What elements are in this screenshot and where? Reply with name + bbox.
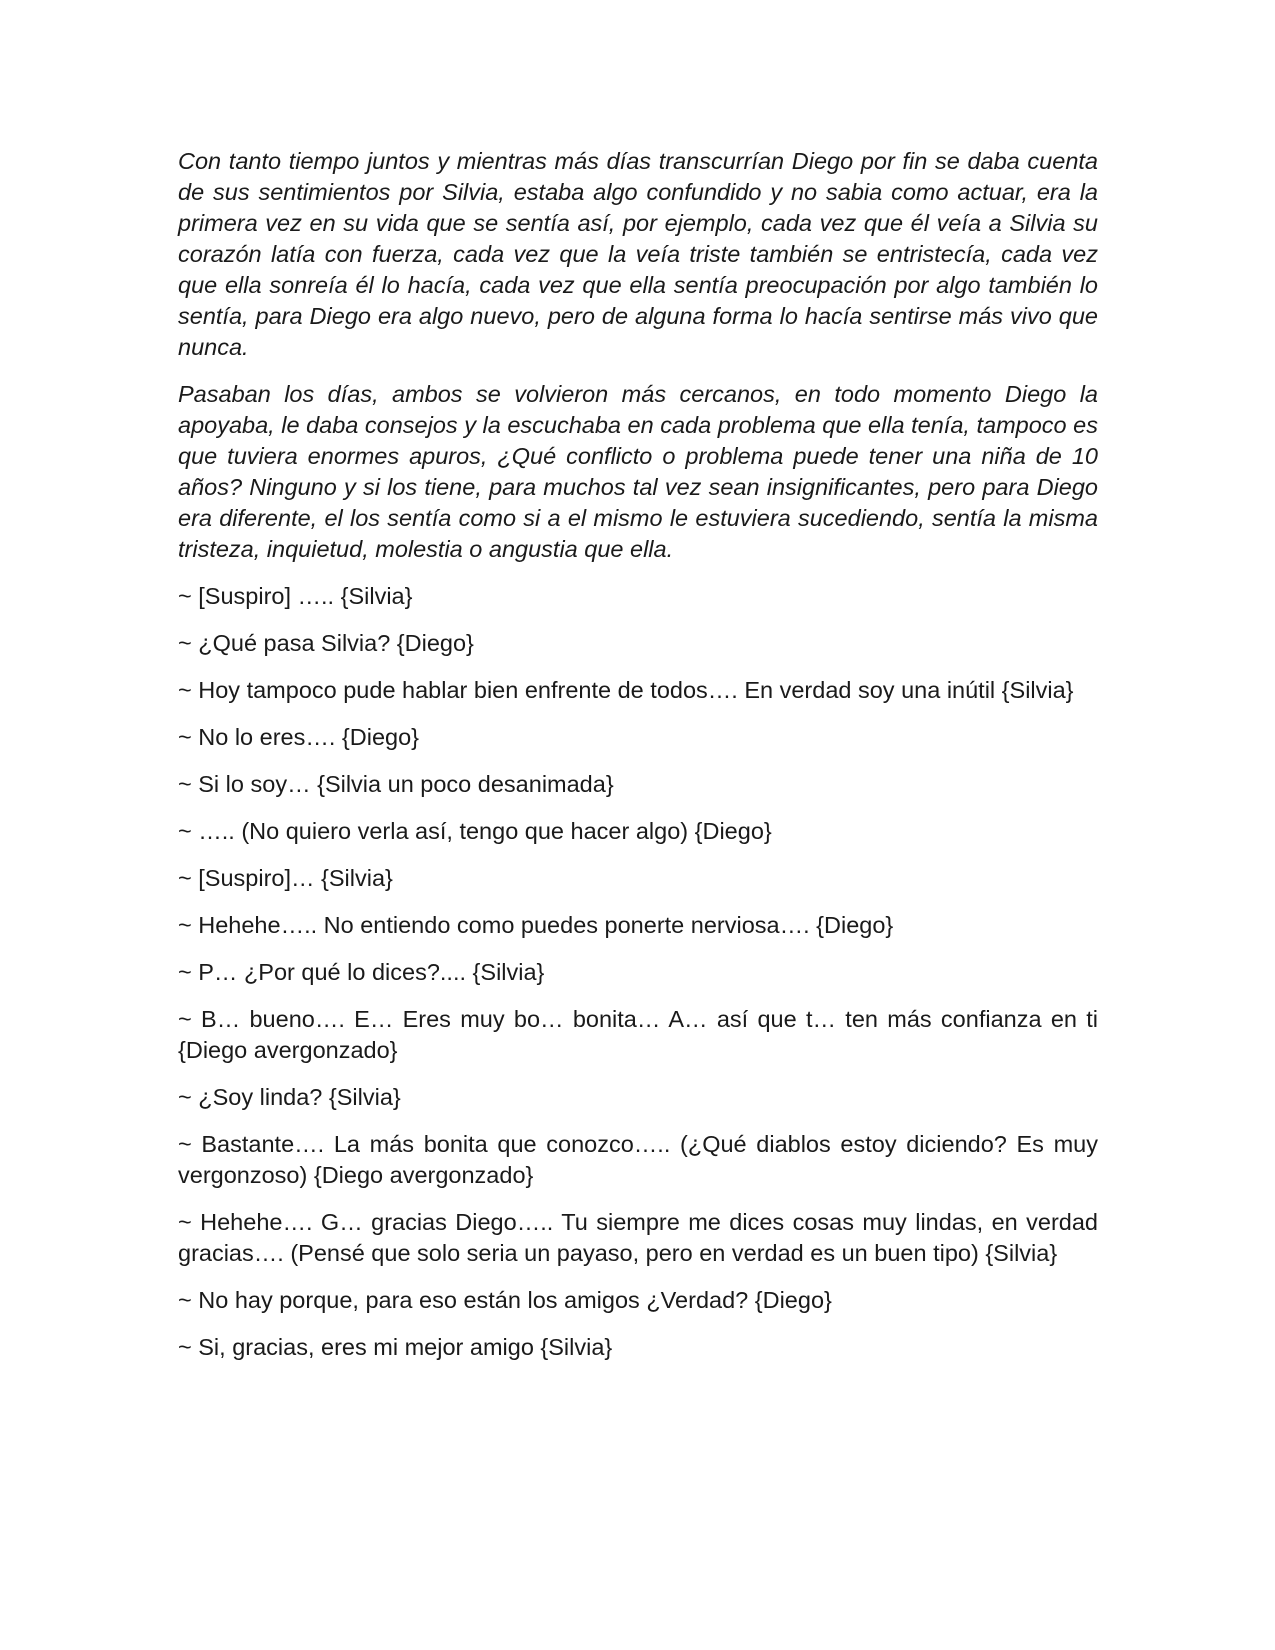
dialogue-line: ~ ¿Soy linda? {Silvia}: [178, 1084, 401, 1110]
dialogue-line: ~ P… ¿Por qué lo dices?.... {Silvia}: [178, 959, 545, 985]
dialogue-line: ~ Hehehe….. No entiendo como puedes ponerte nerviosa…. {Diego}: [178, 912, 894, 938]
document-page: [178, 146, 1098, 1379]
dialogue-line: ~ No hay porque, para eso están los amigos ¿Verdad? {Diego}: [178, 1287, 832, 1313]
dialogue-line: ~ Hoy tampoco pude hablar bien enfrente de todos…. En verdad soy una inútil {Silvia}: [178, 677, 1074, 703]
dialogue-line: ~ [Suspiro] ….. {Silvia}: [178, 583, 413, 609]
dialogue-line: ~ ….. (No quiero verla así, tengo que hacer algo) {Diego}: [178, 818, 772, 844]
narrative-paragraph: Pasaban los días, ambos se volvieron más cercanos, en todo momento Diego la apoyaba, le daba consejos y la escuchaba en cada problema que ella tenía, tampoco es que tuviera enormes apuros, ¿Qué conflicto o problema puede tener una niña de 10 años? Ninguno y si los tiene, para muchos tal vez sean insignificantes, pero para Diego era diferente, el los sentía como si a el mismo le estuviera sucediendo, sentía la misma tristeza, inquietud, molestia o angustia que ella.: [178, 381, 1098, 562]
dialogue-line: ~ Hehehe…. G… gracias Diego….. Tu siempre me dices cosas muy lindas, en verdad gracias…. (Pensé que solo seria un payaso, pero en verdad es un buen tipo) {Silvia}: [178, 1209, 1098, 1266]
narrative-paragraph: Con tanto tiempo juntos y mientras más días transcurrían Diego por fin se daba cuenta de sus sentimientos por Silvia, estaba algo confundido y no sabia como actuar, era la primera vez en su vida que se sentía así, por ejemplo, cada vez que él veía a Silvia su corazón latía con fuerza, cada vez que la veía triste también se entristecía, cada vez que ella sonreía él lo hacía, cada vez que ella sentía preocupación por algo también lo sentía, para Diego era algo nuevo, pero de alguna forma lo hacía sentirse más vivo que nunca.: [178, 148, 1098, 360]
dialogue-line: ~ ¿Qué pasa Silvia? {Diego}: [178, 630, 474, 656]
dialogue-line: ~ Si, gracias, eres mi mejor amigo {Silvia}: [178, 1334, 613, 1360]
dialogue-line: ~ Bastante…. La más bonita que conozco….. (¿Qué diablos estoy diciendo? Es muy vergonzoso) {Diego avergonzado}: [178, 1131, 1098, 1188]
dialogue-line: ~ No lo eres…. {Diego}: [178, 724, 420, 750]
dialogue-line: ~ B… bueno…. E… Eres muy bo… bonita… A… así que t… ten más confianza en ti {Diego avergonzado}: [178, 1006, 1098, 1063]
dialogue-line: ~ [Suspiro]… {Silvia}: [178, 865, 393, 891]
dialogue-line: ~ Si lo soy… {Silvia un poco desanimada}: [178, 771, 614, 797]
